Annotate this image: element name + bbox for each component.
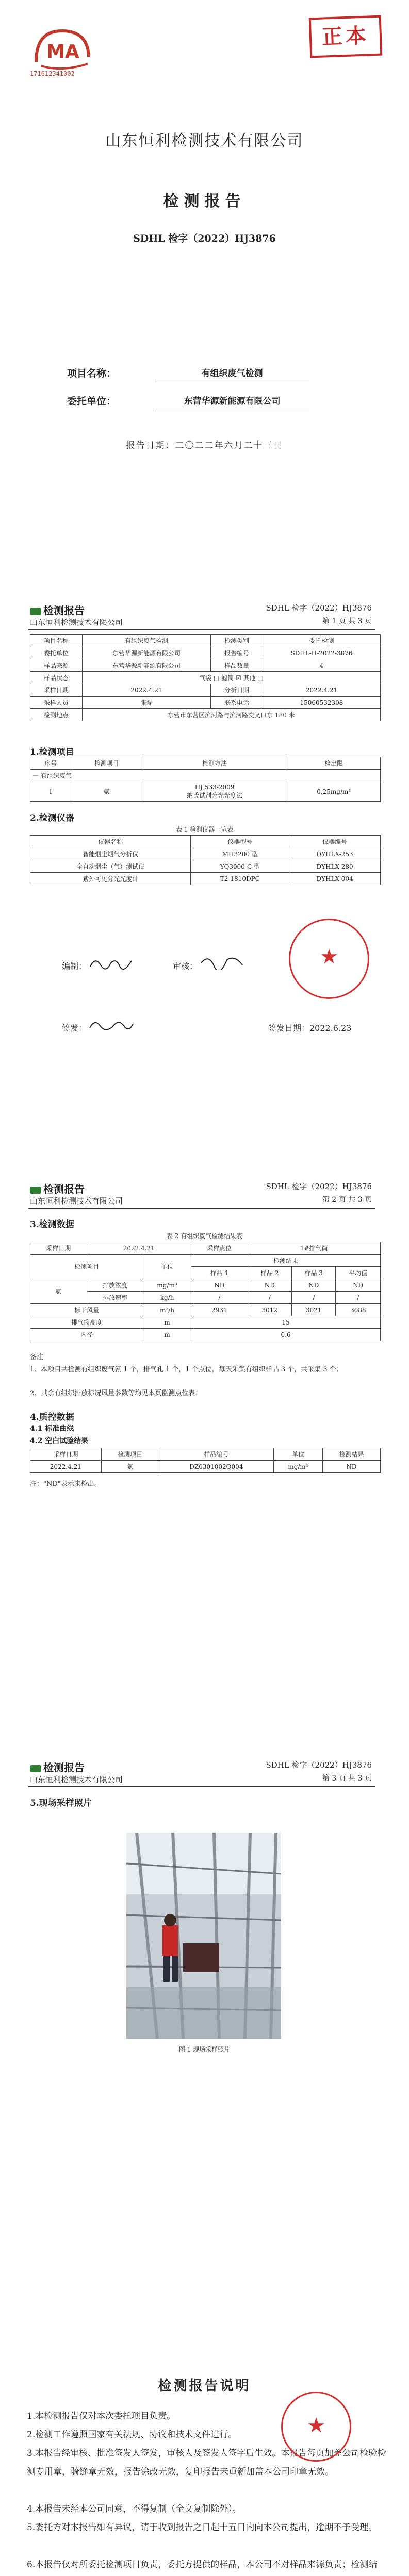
result-cell: 内径 xyxy=(30,1329,143,1341)
blank-table xyxy=(30,1448,381,1473)
items-cell: 1 xyxy=(30,782,71,802)
info-row xyxy=(30,672,381,684)
info-row xyxy=(30,635,381,647)
info-cell: 张磊 xyxy=(82,697,210,709)
result-cell: ND xyxy=(336,1279,381,1292)
header-divider xyxy=(28,1786,375,1787)
ma-number: 171612341002 xyxy=(30,70,75,77)
info-cell: 委托单位 xyxy=(30,647,83,659)
header-report-no: SDHL 检字（2022）HJ3876 xyxy=(266,1760,372,1770)
photo-caption: 图 1 现场采样照片 xyxy=(178,2046,231,2053)
result-cell: 检测项目 xyxy=(30,1255,143,1279)
editor-signature xyxy=(88,954,134,971)
report-title: 检测报告 xyxy=(163,192,246,210)
header-company: 山东恒利检测技术有限公司 xyxy=(30,618,123,627)
header-logo: 检测报告 xyxy=(30,1181,85,1196)
result-cell: / xyxy=(248,1292,291,1304)
result-col-head: 样品 1 xyxy=(191,1267,248,1279)
blank-head: 单位 xyxy=(274,1448,323,1461)
result-cell: 3088 xyxy=(336,1304,381,1316)
blank-head: 样品编号 xyxy=(159,1448,273,1461)
result-cell: ND xyxy=(248,1279,291,1292)
items-cell: HJ 533-2009 纳氏试剂分光光度法 xyxy=(142,782,287,802)
result-cell: 标干风量 xyxy=(30,1304,143,1316)
result-cell: 排放浓度 xyxy=(87,1279,143,1292)
result-cell: ND xyxy=(292,1279,336,1292)
header-logo: 检测报告 xyxy=(30,602,85,617)
info-cell: 15060532308 xyxy=(263,697,380,709)
result-cell: 排放速率 xyxy=(87,1292,143,1304)
result-cell: 采样点位 xyxy=(191,1242,248,1255)
result-cell: 2022.4.21 xyxy=(87,1242,191,1255)
report-number: SDHL 检字（2022）HJ3876 xyxy=(133,233,276,244)
instrument-cell: DYHLX-280 xyxy=(289,860,381,873)
project-label: 项目名称： xyxy=(67,368,117,379)
info-cell: 东营华源新能源有限公司 xyxy=(82,659,210,672)
result-cell: kg/h xyxy=(143,1292,191,1304)
header-page-no: 第 1 页 共 3 页 xyxy=(322,617,372,625)
instrument-cell: DYHLX-004 xyxy=(289,873,381,885)
blank-cell: 2022.4.21 xyxy=(30,1461,102,1473)
original-stamp: 正本 xyxy=(309,15,383,58)
result-col-head: 平均值 xyxy=(336,1267,381,1279)
page-2 xyxy=(0,579,409,1157)
info-cell: 样品状态 xyxy=(30,672,83,684)
client-label: 委托单位： xyxy=(67,396,117,407)
result-cell: 1#排气筒 xyxy=(248,1242,380,1255)
logo-icon xyxy=(30,1187,41,1194)
sign-approve-label: 签发： xyxy=(62,1023,87,1033)
header-company: 山东恒利检测技术有限公司 xyxy=(30,1196,123,1206)
explanation-item: 5.委托方对本报告如有异议，请于收到报告之日起十五日内向本公司提出，逾期不予受理。 xyxy=(27,2522,378,2533)
items-cell: 0.25mg/m³ xyxy=(287,782,381,802)
instrument-head: 仪器型号 xyxy=(191,836,289,848)
result-cell: 3021 xyxy=(292,1304,336,1316)
info-cell: 样品来源 xyxy=(30,659,83,672)
result-cell: / xyxy=(191,1292,248,1304)
result-col-head: 样品 3 xyxy=(292,1267,336,1279)
logo-icon xyxy=(30,608,41,615)
blank-head: 检测项目 xyxy=(101,1448,159,1461)
info-cell: 采样人员 xyxy=(30,697,83,709)
blank-cell: DZ0301002Q004 xyxy=(159,1461,273,1473)
info-cell: 采样日期 xyxy=(30,684,83,697)
section-blank-test: 4.2 空白试验结果 xyxy=(30,1437,89,1445)
section-test-data: 3.检测数据 xyxy=(30,1219,74,1230)
result-caption: 表 2 有组织废气检测结果表 xyxy=(166,1232,243,1240)
info-cell: 报告编号 xyxy=(211,647,263,659)
sign-review-label: 审核： xyxy=(173,961,198,971)
result-cell: 3012 xyxy=(248,1304,291,1316)
items-cell: 氨 xyxy=(71,782,142,802)
info-cell: 委托检测 xyxy=(263,635,380,647)
section-std-curve: 4.1 标准曲线 xyxy=(30,1425,74,1433)
explanation-item: 1.本检测报告仅对本次委托项目负责。 xyxy=(27,2411,176,2421)
info-cell: SDHL-H-2022-3876 xyxy=(263,647,380,659)
info-row xyxy=(30,647,381,659)
approver-signature xyxy=(88,1015,134,1033)
result-cell: 排气筒高度 xyxy=(30,1316,143,1329)
instrument-caption: 表 1 检测仪器一览表 xyxy=(175,826,234,833)
info-cell: 有组织废气检测 xyxy=(82,635,210,647)
items-head-cell: 序号 xyxy=(30,757,71,770)
info-table xyxy=(30,634,381,721)
page-5 xyxy=(0,2314,409,2576)
header-divider xyxy=(28,629,375,630)
info-cell: 2022.4.21 xyxy=(82,684,210,697)
result-cell: / xyxy=(292,1292,336,1304)
page-4 xyxy=(0,1736,409,2314)
instrument-cell: 紫外可见分光光度计 xyxy=(30,873,191,885)
instrument-head: 仪器名称 xyxy=(30,836,191,848)
result-cell: ND xyxy=(191,1279,248,1292)
instrument-cell: 智能烟尘烟气分析仪 xyxy=(30,848,191,860)
reviewer-signature xyxy=(199,953,245,970)
ma-logo xyxy=(31,21,98,77)
blank-cell: ND xyxy=(322,1461,380,1473)
result-cell: m xyxy=(143,1329,191,1341)
header-logo: 检测报告 xyxy=(30,1759,85,1774)
instrument-head: 仪器编号 xyxy=(289,836,381,848)
header-report-no: SDHL 检字（2022）HJ3876 xyxy=(266,1182,372,1191)
company-title: 山东恒利检测技术有限公司 xyxy=(105,132,304,150)
project-value: 有组织废气检测 xyxy=(155,366,309,381)
items-table xyxy=(30,757,381,802)
info-cell: 分析日期 xyxy=(211,684,263,697)
blank-cell: 氨 xyxy=(101,1461,159,1473)
section-instruments: 2.检测仪器 xyxy=(30,813,74,823)
page-3 xyxy=(0,1157,409,1736)
instrument-table xyxy=(30,835,381,885)
result-cell: m xyxy=(143,1316,191,1329)
section-site-photos: 5.现场采样照片 xyxy=(30,1798,92,1808)
notes-title: 备注 xyxy=(30,1353,44,1361)
instrument-cell: 全自动烟尘（气）测试仪 xyxy=(30,860,191,873)
items-head-cell: 检测项目 xyxy=(71,757,142,770)
info-row xyxy=(30,709,381,721)
svg-text:MA: MA xyxy=(46,41,79,62)
info-cell: 东营市东营区滨河路与滨河路交叉口东 180 米 xyxy=(82,709,380,721)
result-group: 氨 xyxy=(30,1279,87,1304)
result-cell: 0.6 xyxy=(191,1329,380,1341)
instrument-cell: T2-1810DPC xyxy=(191,873,289,885)
result-cell: mg/m³ xyxy=(143,1279,191,1292)
explanation-item: 4.本报告未经本公司同意，不得复制（全文复制除外）。 xyxy=(27,2504,241,2514)
header-report-no: SDHL 检字（2022）HJ3876 xyxy=(266,603,372,613)
result-cell: 单位 xyxy=(143,1255,191,1279)
blank-head: 采样日期 xyxy=(30,1448,102,1461)
instrument-cell: MH3200 型 xyxy=(191,848,289,860)
result-cell: 采样日期 xyxy=(30,1242,87,1255)
info-cell: 检测地点 xyxy=(30,709,83,721)
info-cell: 气袋 □ 滤筒 ☑ 其他 □ xyxy=(82,672,380,684)
explanation-item: 3.本报告经审核、批准签发人签发，审核人及签发人签字后生效。本报告每页加盖公司检验检测专用章，骑缝章无效，报告涂改无效，复印报告未重新加盖本公司印章无效。 xyxy=(27,2448,386,2477)
info-cell: 样品数量 xyxy=(211,659,263,672)
info-row xyxy=(30,659,381,672)
info-row xyxy=(30,684,381,697)
info-cell: 2022.4.21 xyxy=(263,684,380,697)
info-cell: 东营华源新能源有限公司 xyxy=(82,647,210,659)
note-1: 1、本项目共检测有组织废气氨 1 个，排气孔 1 个，1 个点位，每天采集有组织样品 3 个，共采集 3 个； xyxy=(30,1366,343,1374)
explanation-item: 6.本报告仅对所委托检测项目负责，委托方提供的样品，本公司不对样品来源负责；检测结 xyxy=(27,2560,378,2570)
sign-edit-label: 编制： xyxy=(62,961,87,971)
info-row xyxy=(30,697,381,709)
header-page-no: 第 3 页 共 3 页 xyxy=(322,1774,372,1783)
logo-icon xyxy=(30,1765,41,1772)
nd-note: 注："ND"表示未检出。 xyxy=(30,1480,101,1488)
section-test-items: 1.检测项目 xyxy=(30,747,74,757)
header-company: 山东恒利检测技术有限公司 xyxy=(30,1775,123,1784)
blank-head: 检测结果 xyxy=(322,1448,380,1461)
report-date: 报告日期：二〇二二年六月二十三日 xyxy=(126,440,283,451)
items-group-row: 一 有组织废气 xyxy=(30,770,381,782)
items-head-cell: 检测方法 xyxy=(142,757,287,770)
result-cell: 15 xyxy=(191,1316,380,1329)
header-page-no: 第 2 页 共 3 页 xyxy=(322,1196,372,1204)
company-round-stamp: ★ xyxy=(281,2392,351,2462)
result-col-head: 样品 2 xyxy=(248,1267,291,1279)
items-head-cell: 检出限 xyxy=(287,757,381,770)
section-qc: 4.质控数据 xyxy=(30,1412,74,1422)
blank-cell: mg/m³ xyxy=(274,1461,323,1473)
info-cell: 联系电话 xyxy=(211,697,263,709)
result-cell: 检测结果 xyxy=(191,1255,380,1267)
explanation-item: 2.检测工作遵照国家有关法规、协议和技术文件进行。 xyxy=(27,2430,237,2440)
result-cell: 2931 xyxy=(191,1304,248,1316)
result-cell: m³/h xyxy=(143,1304,191,1316)
site-photo xyxy=(126,1833,281,2039)
info-cell: 检测类别 xyxy=(211,635,263,647)
note-2: 2、其余有组织排放标况风量参数等均见本页监测点位表； xyxy=(30,1389,202,1397)
cover-page xyxy=(0,0,409,579)
explanation-title: 检测报告说明 xyxy=(158,2378,251,2394)
result-table xyxy=(30,1242,381,1341)
instrument-cell: DYHLX-253 xyxy=(289,848,381,860)
approve-date: 签发日期：2022.6.23 xyxy=(268,1023,352,1033)
company-round-stamp: ★ xyxy=(289,919,369,999)
header-divider xyxy=(28,1208,375,1209)
info-cell: 项目名称 xyxy=(30,635,83,647)
result-cell: / xyxy=(336,1292,381,1304)
client-value: 东营华源新能源有限公司 xyxy=(155,394,309,409)
info-cell: 4 xyxy=(263,659,380,672)
instrument-cell: YQ3000-C 型 xyxy=(191,860,289,873)
